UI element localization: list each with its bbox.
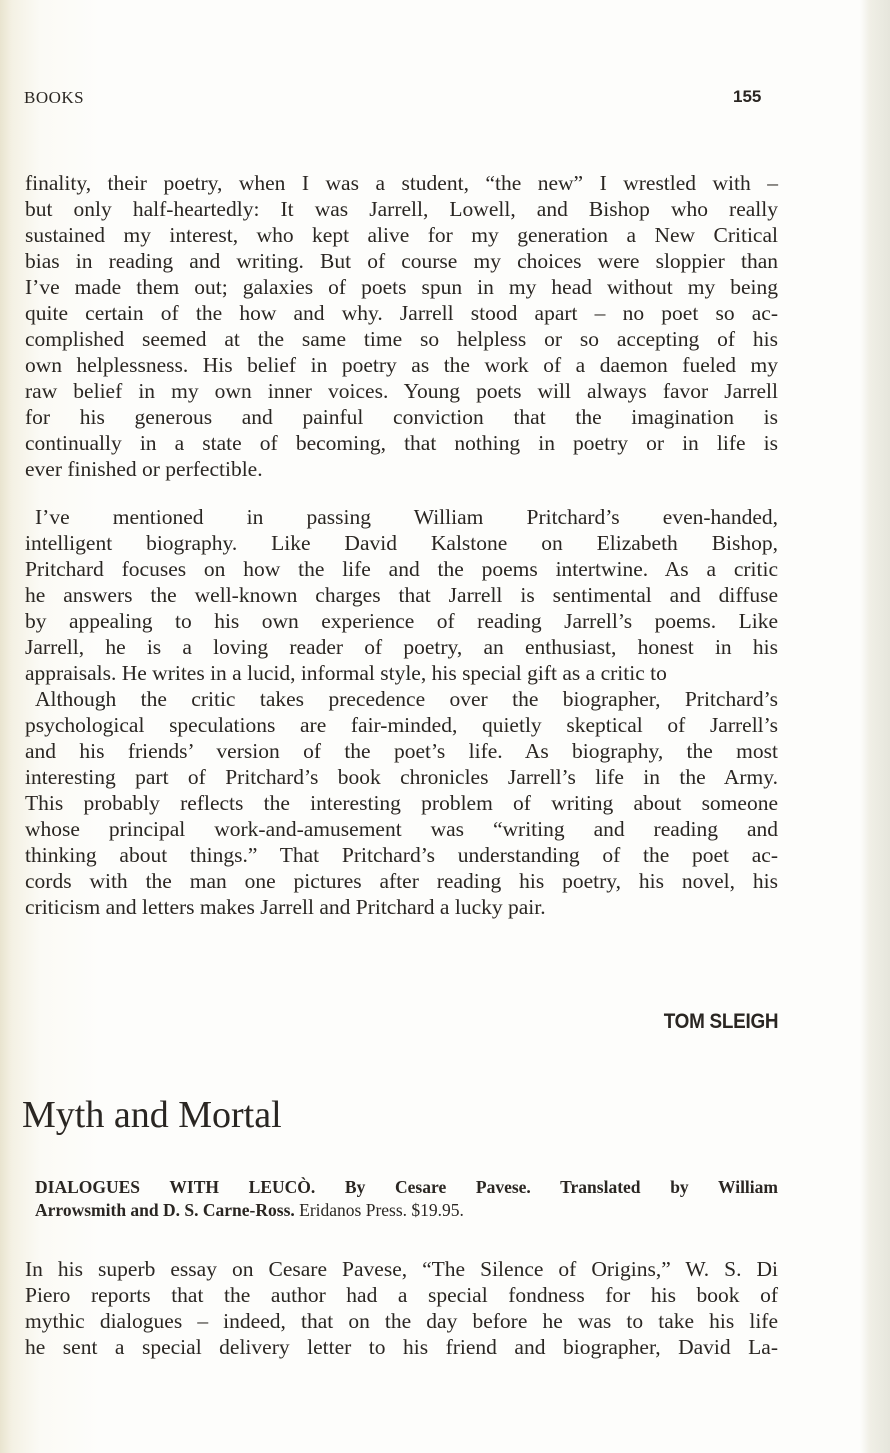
- text-line: continually in a state of becoming, that nothing in poetry or in life is: [25, 431, 778, 455]
- page-number: 155: [733, 87, 762, 106]
- text-line: for his generous and painful conviction that the imagination is: [25, 405, 778, 429]
- text-line: own helplessness. His belief in poetry as the work of a daemon fueled my: [25, 353, 778, 377]
- review-title: Myth and Mortal: [22, 1094, 282, 1136]
- review2-paragraph: [25, 1256, 778, 1360]
- text-line: quite certain of the how and why. Jarrell stood apart – no poet so ac-: [25, 301, 778, 325]
- text-line: he answers the well-known charges that Jarrell is sentimental and diffuse: [25, 583, 778, 607]
- text-line: intelligent biography. Like David Kalstone on Elizabeth Bishop,: [25, 531, 778, 555]
- text-line: Piero reports that the author had a special fondness for his book of: [25, 1283, 778, 1307]
- text-line: cords with the man one pictures after reading his poetry, his novel, his: [25, 869, 778, 893]
- biblio-publisher-price: Eridanos Press. $19.95.: [294, 1200, 464, 1220]
- text-line: finality, their poetry, when I was a student, “the new” I wrestled with –: [25, 171, 778, 195]
- text-line: I’ve made them out; galaxies of poets spun in my head without my being: [25, 275, 778, 299]
- biblio-translators: Arrowsmith and D. S. Carne-Ross.: [35, 1200, 295, 1220]
- bibliographic-entry-line-2: [35, 1200, 464, 1221]
- text-line: ever finished or perfectible.: [25, 457, 263, 481]
- reviewer-byline: TOM SLEIGH: [663, 1010, 778, 1033]
- paragraph-1: [25, 170, 778, 482]
- running-header-section: BOOKS: [24, 88, 85, 107]
- text-line: by appealing to his own experience of reading Jarrell’s poems. Like: [25, 609, 778, 633]
- text-line: criticism and letters makes Jarrell and Pritchard a lucky pair.: [25, 895, 546, 919]
- text-line: raw belief in my own inner voices. Young poets will always favor Jarrell: [25, 379, 778, 403]
- text-line: Jarrell, he is a loving reader of poetry, an enthusiast, honest in his: [25, 635, 778, 659]
- bibliographic-entry-line-1: [35, 1174, 778, 1200]
- text-line: In his superb essay on Cesare Pavese, “The Silence of Origins,” W. S. Di: [25, 1257, 778, 1281]
- biblio-bold-text: DIALOGUES WITH LEUCÒ. By Cesare Pavese. Translated by William: [35, 1177, 778, 1197]
- text-line: psychological speculations are fair-minded, quietly skeptical of Jarrell’s: [25, 713, 778, 737]
- paragraph-3: [25, 686, 778, 920]
- text-line: sustained my interest, who kept alive for my generation a New Critical: [25, 223, 778, 247]
- text-line: appraisals. He writes in a lucid, informal style, his special gift as a critic to: [25, 661, 667, 685]
- paragraph-2: [25, 504, 778, 686]
- text-line: Pritchard focuses on how the life and the poems intertwine. As a critic: [25, 557, 778, 581]
- text-line: bias in reading and writing. But of course my choices were sloppier than: [25, 249, 778, 273]
- text-line: This probably reflects the interesting problem of writing about someone: [25, 791, 778, 815]
- text-line: interesting part of Pritchard’s book chronicles Jarrell’s life in the Army.: [25, 765, 778, 789]
- text-line: whose principal work-and-amusement was “writing and reading and: [25, 817, 778, 841]
- text-line: mythic dialogues – indeed, that on the day before he was to take his life: [25, 1309, 778, 1333]
- text-line: but only half-heartedly: It was Jarrell, Lowell, and Bishop who really: [25, 197, 778, 221]
- text-line: thinking about things.” That Pritchard’s understanding of the poet ac-: [25, 843, 778, 867]
- text-line: he sent a special delivery letter to his friend and biographer, David La-: [25, 1335, 778, 1359]
- text-line: and his friends’ version of the poet’s life. As biography, the most: [25, 739, 778, 763]
- text-line: Although the critic takes precedence over the biographer, Pritchard’s: [35, 687, 778, 711]
- text-line: I’ve mentioned in passing William Pritchard’s even-handed,: [35, 505, 778, 529]
- text-line: complished seemed at the same time so helpless or so accepting of his: [25, 327, 778, 351]
